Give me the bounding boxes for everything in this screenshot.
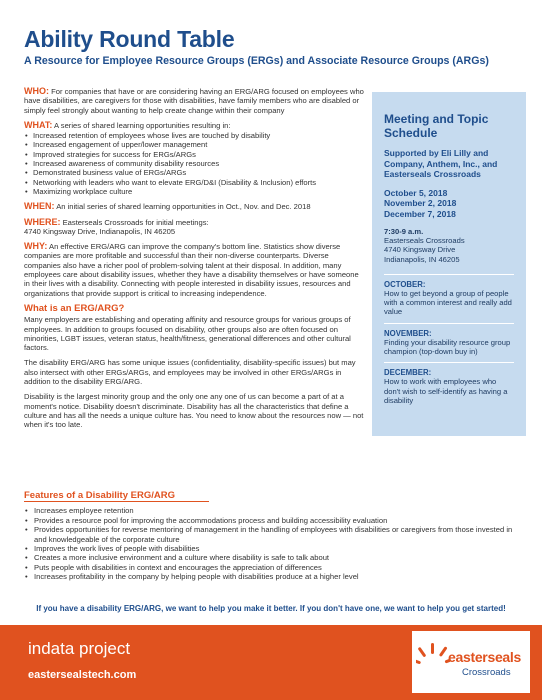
list-item: • Provides a resource pool for improving the accommodations process and building accessibility evaluation [24,516,524,525]
what-label: WHAT: [24,119,53,130]
where-section [24,218,364,237]
list-item: • Creates a more inclusive environment and a culture where disability is safe to talk about [24,553,524,562]
when-section [24,202,364,211]
footer-band [0,625,542,700]
footer-url-link[interactable]: eastersealstech.com [28,669,137,681]
location-line: 4740 Kingsway Drive [384,245,456,255]
divider [384,274,514,275]
schedule-sidebar [372,92,526,436]
features-list [24,506,524,581]
list-item: • Increases employee retention [24,506,524,515]
main-column [24,87,364,436]
logo-wordmark: easterseals [448,649,521,665]
meeting-dates [384,188,514,220]
why-section [24,242,364,298]
list-item: • Puts people with disabilities in context and encourages the appreciation of differences [24,563,524,572]
list-item: • Increased retention of employees whose lives are touched by disability [24,131,364,140]
features-section [24,491,524,582]
who-section [24,87,364,115]
sidebar-sponsor: Supported by Eli Lilly and Company, Anthem, Inc., and Easterseals Crossroads [384,148,498,179]
who-text: For companies that have or are considering having an ERG/ARG focused on employees who have disabilities, are caregivers for those with disabilities, have family members who are disabled or simply feel strongly about wanting to help create change within their company [24,87,364,115]
when-label: WHEN: [24,201,55,212]
list-item: • Provides opportunities for reverse mentoring of management in the handling of employees with disabilities or caregivers from those invested in and knowledgeable of the corporate culture [24,525,524,544]
topic-october [384,280,514,317]
sunburst-icon [416,641,450,681]
easterseals-logo [412,631,530,693]
divider [384,323,514,324]
meeting-date: November 2, 2018 [384,198,457,208]
when-text: An initial series of shared learning opportunities in Oct., Nov. and Dec. 2018 [54,202,311,212]
list-item: • Increases profitability in the company by helping people with disabilities produce at a higher level [24,572,524,581]
who-label: WHO: [24,86,49,96]
meeting-date: October 5, 2018 [384,187,448,198]
list-item: • Increased awareness of community disability resources [24,159,364,168]
call-to-action: If you have a disability ERG/ARG, we want to help you make it better. If you don't have one, we want to help you get started! [36,604,506,613]
location-line: Indianapolis, IN 46205 [384,254,460,264]
list-item: • Improves the work lives of people with disabilities [24,544,524,553]
footer-title: indata project [28,639,131,658]
erg-paragraph: Many employers are establishing and operating affinity and resource groups for various groups of employees. In addition to groups focused on disability, other groups also are often focused on minorities, LGBT issues, veteran status, health/fitness, generational differences and other cultural factors. [24,315,351,353]
where-address: 4740 Kingsway Drive, Indianapolis, IN 46205 [24,226,176,236]
list-item: • Maximizing workplace culture [24,187,364,196]
page-title: Ability Round Table [24,26,235,52]
topic-label: OCTOBER: [384,279,426,289]
divider [384,362,514,363]
topic-december [384,368,514,405]
erg-heading: What is an ERG/ARG? [24,302,125,314]
what-intro: A series of shared learning opportunities resulting in: [52,120,231,130]
why-text: An effective ERG/ARG can improve the company's bottom line. Statistics show diverse companies are more profitable and successful than their non-diverse counterparts. Diverse companies also have a richer pool of problem-solving talent at their disposal. In addition, many employees care about disability issues, whether they have a disability themselves or have someone in their lives with a disability. Connecting with people interested in disability issues, resources and organizations that provide support is critical to increasing independence. [24,242,359,298]
why-label: WHY: [24,241,48,252]
erg-paragraph: Disability is the largest minority group and the only one any one of us can become a part of at a moment's notice. Disability doesn't discriminate. Disability has all the characteristics that define a culture and has all the needs a unique culture has. You need to know about the resources now — not when it's too late. [24,392,364,430]
topic-text: How to get beyond a group of people with a common interest and really add value [384,289,512,317]
list-item: • Networking with leaders who want to elevate ERG/D&I (Disability & Inclusion) efforts [24,178,364,187]
topic-text: How to work with employees who don't wish to self-identify as having a disability [384,377,508,405]
what-section [24,121,364,196]
features-heading: Features of a Disability ERG/ARG [24,491,209,502]
meeting-date: December 7, 2018 [384,208,456,219]
meeting-location [384,227,514,264]
location-line: Easterseals Crossroads [384,236,465,246]
erg-paragraph: The disability ERG/ARG has some unique issues (confidentiality, disability-specific issues) but may also intersect with other ERGs/ARGs, and employees may be involved in other ERGs/ARGs in addition to the disability ERG/ARG. [24,358,356,387]
topic-november [384,329,514,357]
topic-label: NOVEMBER: [384,328,432,338]
list-item: • Demonstrated business value of ERGs/ARGs [24,168,364,177]
page-subtitle: A Resource for Employee Resource Groups (ERGs) and Associate Resource Groups (ARGs) [24,55,489,67]
meeting-time: 7:30-9 a.m. [384,227,424,236]
what-list [24,131,364,196]
where-label: WHERE: [24,216,61,227]
list-item: • Increased engagement of upper/lower management [24,140,364,149]
where-text: Easterseals Crossroads for initial meetings: [60,217,209,227]
topic-label: DECEMBER: [384,368,432,378]
erg-section [24,304,364,430]
logo-subtext: Crossroads [462,667,511,678]
sidebar-title: Meeting and Topic Schedule [384,112,489,140]
list-item: • Improved strategies for success for ERGs/ARGs [24,150,364,159]
topic-text: Finding your disability resource group champion (top-down buy in) [384,337,511,357]
